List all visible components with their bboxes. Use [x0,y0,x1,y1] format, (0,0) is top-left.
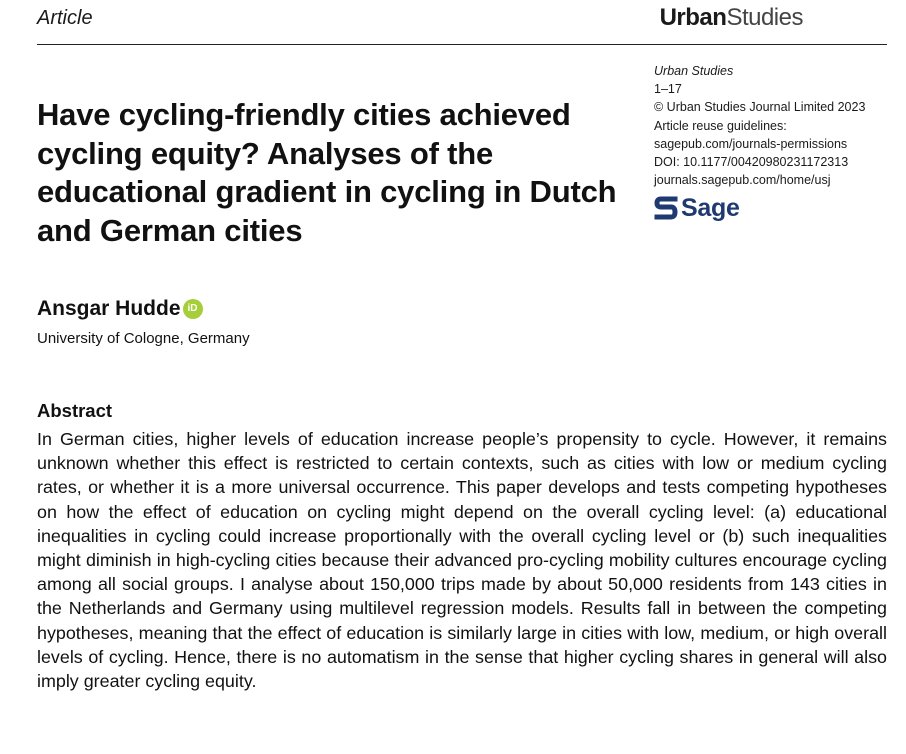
abstract-text: In German cities, higher levels of education increase people’s propensity to cycle. However, it remains unknown whether this effect is restricted to certain contexts, such as cities with low or medium cycling rates, or whether it is a more universal occurrence. This paper develops and tests competing hypotheses on how the effect of education on cycling might depend on the overall cycling level: (a) educational inequalities in cycling could increase proportionally with the overall cycling level or (b) such inequalities might diminish in high-cycling cities because their advanced pro-cycling mobility cultures encourage cycling among all social groups. I analyse about 150,000 trips made by about 50,000 residents from 143 cities in the Netherlands and Germany using multilevel regression models. Results fall in between the competing hypotheses, meaning that the effect of education is similarly large in cities with low, medium, or high overall levels of cycling. Hence, there is no automatism in the sense that higher cycling shares in general will also imply greater cycling equity. [37,429,887,692]
sage-publisher-logo [654,193,899,223]
publication-metadata [654,62,899,223]
orcid-icon[interactable]: iD [183,299,203,319]
author-name: Ansgar Hudde [37,297,181,320]
article-type-label: Article [37,7,93,29]
meta-journal: Urban Studies [654,64,734,78]
meta-copyright: © Urban Studies Journal Limited 2023 [654,100,866,115]
meta-pages: 1–17 [654,82,682,97]
meta-reuse-link[interactable]: sagepub.com/journals-permissions [654,136,848,151]
meta-doi[interactable]: DOI: 10.1177/00420980231172313 [654,155,849,170]
sage-s-icon [654,194,678,222]
author-affiliation: University of Cologne, Germany [37,330,250,347]
journal-masthead-logo [660,4,803,32]
meta-journal-link[interactable]: journals.sagepub.com/home/usj [654,173,831,188]
header-divider [37,44,887,45]
sage-wordmark: Sage [681,194,740,223]
meta-reuse-label: Article reuse guidelines: [654,118,787,133]
masthead-bold-text: Urban [659,4,727,31]
paper-title: Have cycling-friendly cities achieved cycling equity? Analyses of the educational gradient in cycling in Dutch and German cities [37,97,617,248]
author-line [37,297,203,321]
abstract-heading: Abstract [37,400,113,421]
masthead-light-text: Studies [726,4,803,31]
